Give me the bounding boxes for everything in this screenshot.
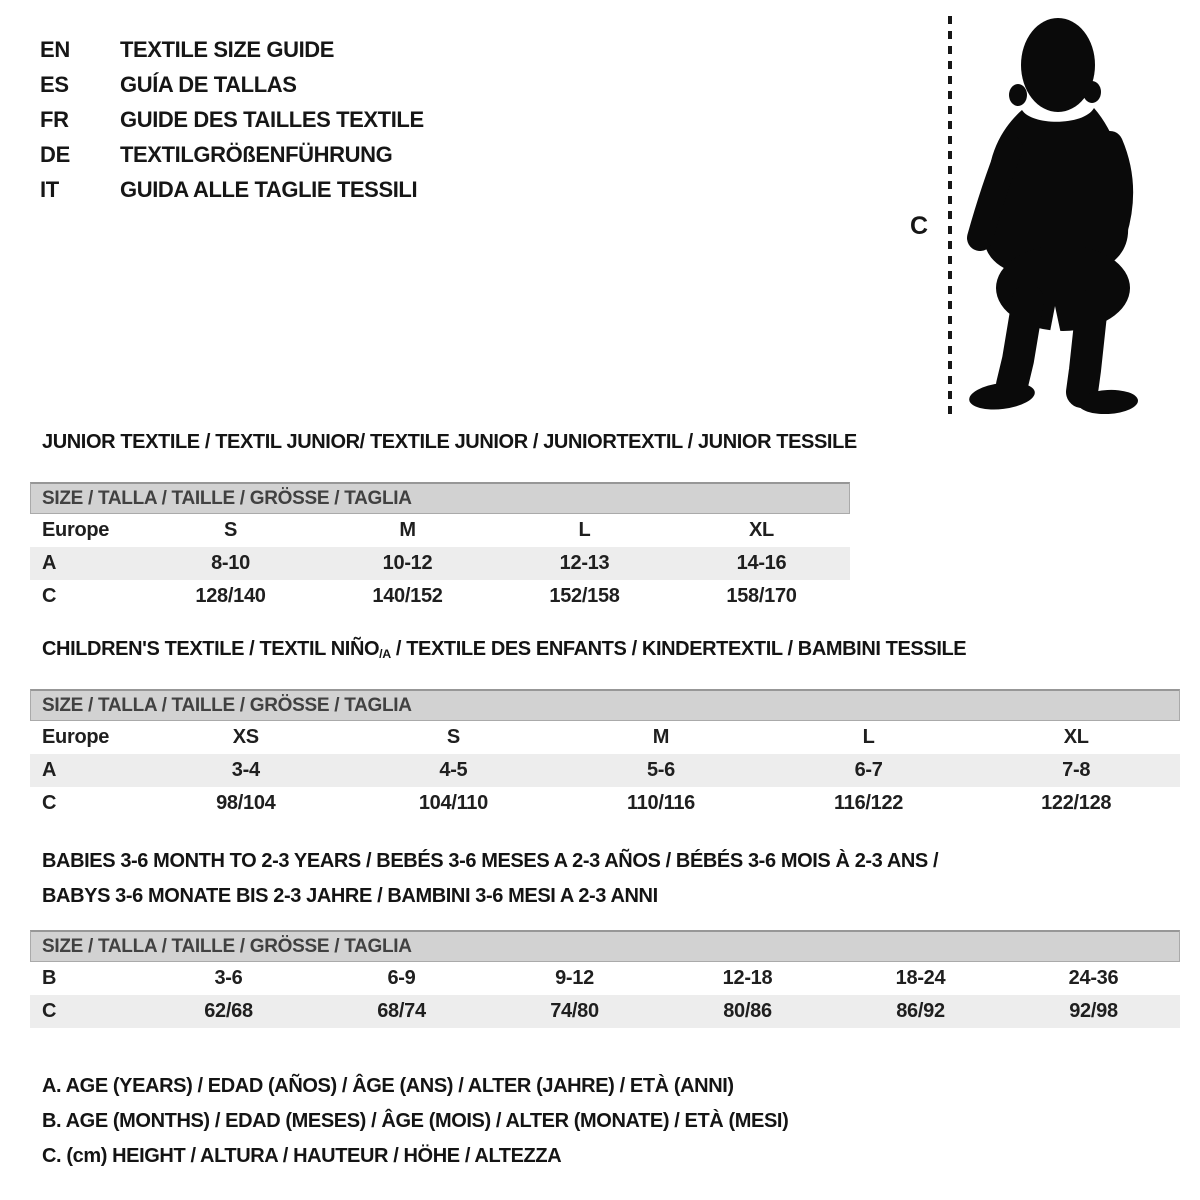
language-row-it — [40, 172, 424, 207]
age-value: 10-12 — [382, 552, 433, 574]
height-value: 62/68 — [204, 1000, 253, 1022]
language-code: FR — [40, 106, 69, 132]
size-value: L — [578, 519, 591, 541]
table-row-europe — [30, 721, 1180, 754]
language-row-fr — [40, 102, 424, 137]
row-label: A — [42, 552, 57, 574]
age-value: 5-6 — [646, 759, 675, 781]
row-label: C — [42, 1000, 57, 1022]
age-value: 12-13 — [559, 552, 610, 574]
size-value: M — [652, 726, 670, 748]
months-value: 24-36 — [1068, 967, 1119, 989]
height-value: 68/74 — [377, 1000, 426, 1022]
height-measure-dashed-line — [948, 16, 952, 416]
months-value: 9-12 — [555, 967, 594, 989]
guide-title-de: TEXTILGRÖßENFÜHRUNG — [120, 141, 393, 167]
months-value: 3-6 — [214, 967, 243, 989]
language-row-de — [40, 137, 424, 172]
section-title-babies-line2: BABYS 3-6 MONATE BIS 2-3 JAHRE / BAMBINI 3-6 MESI A 2-3 ANNI — [42, 885, 658, 907]
age-value: 3-4 — [231, 759, 260, 781]
age-value: 14-16 — [736, 552, 787, 574]
row-label: Europe — [42, 519, 110, 541]
section-title-babies-line1: BABIES 3-6 MONTH TO 2-3 YEARS / BEBÉS 3-6 MESES A 2-3 AÑOS / BÉBÉS 3-6 MOIS À 2-3 ANS / — [42, 850, 939, 872]
age-value: 6-7 — [854, 759, 883, 781]
guide-title-fr: GUIDE DES TAILLES TEXTILE — [120, 106, 424, 132]
legend-height-cm: C. (cm) HEIGHT / ALTURA / HAUTEUR / HÖHE / ALTEZZA — [42, 1145, 562, 1167]
size-header-bar: SIZE / TALLA / TAILLE / GRÖSSE / TAGLIA — [30, 930, 1180, 962]
table-row-height — [30, 995, 1180, 1028]
guide-title-es: GUÍA DE TALLAS — [120, 71, 297, 97]
language-code: EN — [40, 36, 70, 62]
size-value: S — [446, 726, 460, 748]
language-code: IT — [40, 176, 59, 202]
size-value: XS — [232, 726, 259, 748]
row-label: B — [42, 967, 57, 989]
title-part: CHILDREN'S TEXTILE / TEXTIL NIÑO — [42, 638, 380, 660]
height-value: 128/140 — [195, 585, 266, 607]
size-value: L — [862, 726, 875, 748]
size-header-bar: SIZE / TALLA / TAILLE / GRÖSSE / TAGLIA — [30, 482, 850, 514]
table-row-months — [30, 962, 1180, 995]
height-value: 104/110 — [418, 792, 488, 814]
table-row-age — [30, 754, 1180, 787]
height-measure-label: C — [910, 212, 929, 240]
language-code: DE — [40, 141, 70, 167]
table-row-age — [30, 547, 850, 580]
height-value: 140/152 — [372, 585, 443, 607]
junior-size-table — [30, 482, 850, 613]
babies-size-table — [30, 930, 1180, 1028]
table-row-height — [30, 580, 850, 613]
age-value: 7-8 — [1062, 759, 1091, 781]
size-value: XL — [1063, 726, 1089, 748]
guide-title-en: TEXTILE SIZE GUIDE — [120, 36, 335, 62]
row-label: A — [42, 759, 57, 781]
children-size-table — [30, 689, 1180, 820]
height-value: 92/98 — [1069, 1000, 1118, 1022]
months-value: 18-24 — [895, 967, 946, 989]
table-row-europe — [30, 514, 850, 547]
toddler-silhouette-icon — [958, 10, 1144, 414]
guide-title-it: GUIDA ALLE TAGLIE TESSILI — [120, 176, 418, 202]
height-value: 98/104 — [216, 792, 276, 814]
age-value: 4-5 — [439, 759, 468, 781]
height-value: 110/116 — [626, 792, 695, 814]
size-header-bar: SIZE / TALLA / TAILLE / GRÖSSE / TAGLIA — [30, 689, 1180, 721]
language-row-en — [40, 32, 424, 67]
section-title-junior: JUNIOR TEXTILE / TEXTIL JUNIOR/ TEXTILE JUNIOR / JUNIORTEXTIL / JUNIOR TESSILE — [42, 431, 857, 453]
row-label: C — [42, 585, 57, 607]
height-value: 86/92 — [896, 1000, 945, 1022]
legend-age-months: B. AGE (MONTHS) / EDAD (MESES) / ÂGE (MOIS) / ALTER (MONATE) / ETÀ (MESI) — [42, 1110, 789, 1132]
row-label: Europe — [42, 726, 110, 748]
size-value: S — [223, 519, 238, 541]
height-value: 80/86 — [723, 1000, 772, 1022]
table-row-height — [30, 787, 1180, 820]
legend-age-years: A. AGE (YEARS) / EDAD (AÑOS) / ÂGE (ANS) / ALTER (JAHRE) / ETÀ (ANNI) — [42, 1075, 734, 1097]
age-value: 8-10 — [211, 552, 250, 574]
size-value: M — [399, 519, 416, 541]
height-value: 122/128 — [1041, 792, 1112, 814]
language-row-es — [40, 67, 424, 102]
height-value: 158/170 — [726, 585, 797, 607]
months-value: 12-18 — [722, 967, 773, 989]
height-value: 116/122 — [834, 792, 904, 814]
language-code: ES — [40, 71, 69, 97]
height-value: 74/80 — [550, 1000, 599, 1022]
title-subscript: /A — [379, 647, 391, 662]
months-value: 6-9 — [387, 967, 416, 989]
size-value: XL — [749, 519, 774, 541]
height-value: 152/158 — [549, 585, 620, 607]
row-label: C — [42, 792, 57, 814]
language-title-block — [40, 32, 424, 207]
title-part: / TEXTILE DES ENFANTS / KINDERTEXTIL / BAMBINI TESSILE — [390, 638, 967, 660]
section-title-children — [42, 638, 966, 661]
